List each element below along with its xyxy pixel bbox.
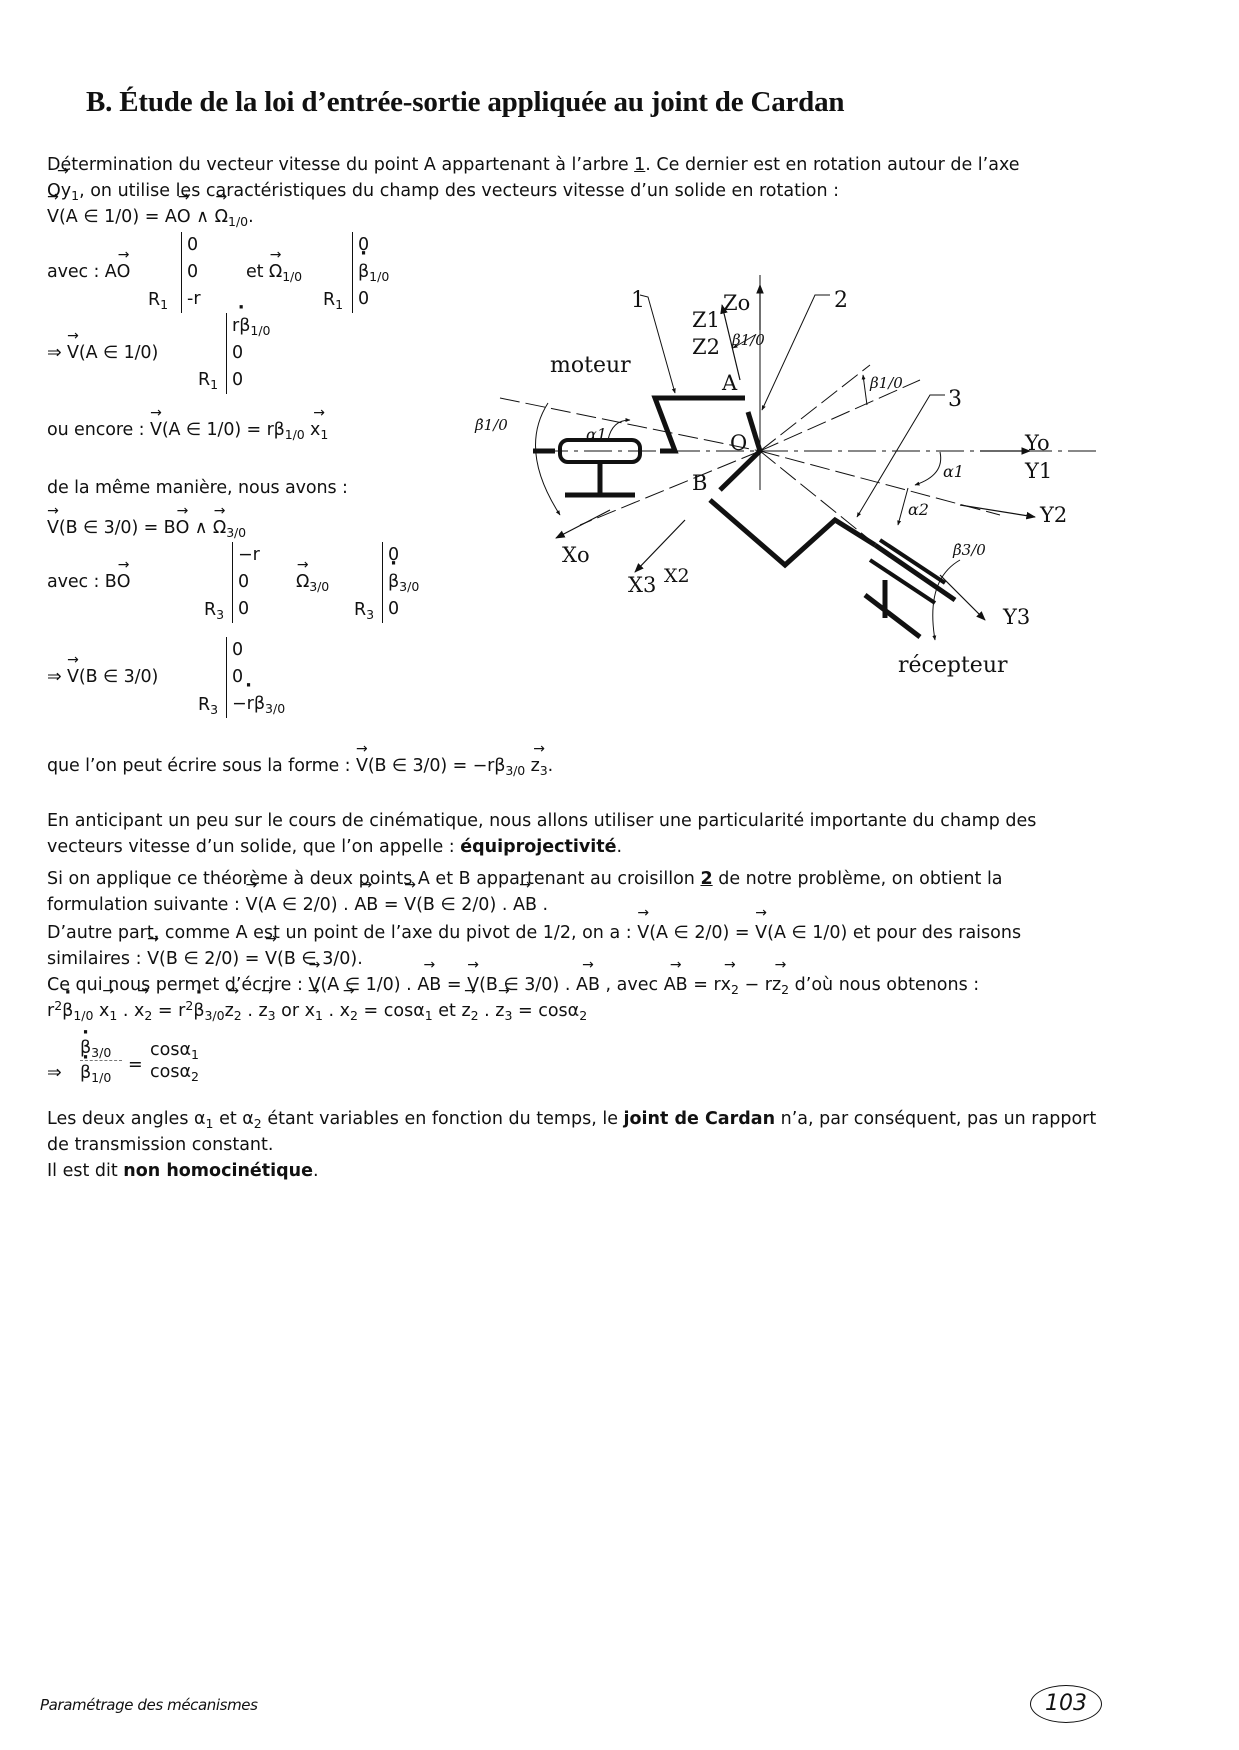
label-beta10-right: β1/0	[870, 374, 903, 392]
eq-end: .	[248, 207, 254, 227]
equiprojectivity-paragraph: En anticipant un peu sur le cours de cinématique, nous allons utiliser une particularité importante du champ des vecteurs vitesse d’un solide, que l’on appelle : équiprojectivité.	[47, 811, 1037, 857]
label-zo: Zo	[723, 291, 751, 315]
homokinetic-term: non homocinétique	[123, 1161, 313, 1181]
label-moteur: moteur	[550, 353, 631, 378]
label-xo: Xo	[562, 543, 590, 567]
label-yo: Yo	[1025, 431, 1050, 455]
label-z2: Z2	[692, 335, 720, 359]
label-alpha2: α2	[908, 500, 929, 519]
bo-z: 0	[238, 599, 250, 619]
vb30-x: 0	[232, 640, 244, 660]
leader-3	[857, 395, 945, 517]
bo-y: 0	[238, 572, 250, 592]
conclusion-paragraph: Les deux angles $\alpha_1$ et $\alpha_2$ étant variables en fonction du temps, le joint de Cardan n’a, par conséquent, pas un rapport de transmission constant. Il est dit non homocinétique.	[47, 1109, 1097, 1181]
label-point-b: B	[692, 471, 708, 495]
va10-z: 0	[232, 370, 244, 390]
beta10-right-arrow	[863, 375, 867, 405]
label-z1: Z1	[692, 308, 720, 332]
omega10-y: · $\beta_{1/0}$	[358, 259, 389, 286]
shaft-3	[710, 500, 875, 565]
alpha2-arrow	[898, 488, 908, 525]
arrow-y3	[940, 575, 985, 620]
label-alpha1-right: α1	[943, 462, 964, 481]
va10-frame-label: $R_1$	[198, 370, 219, 392]
omega10-frame-label: $R_1$	[323, 290, 344, 312]
ao-x: 0	[187, 235, 199, 255]
vb30-frame-label: $R_3$	[198, 695, 219, 717]
axis-diag	[760, 451, 870, 540]
label-part-1: 1	[631, 288, 645, 313]
avec-bo-label: avec : B→ O	[47, 572, 130, 592]
leader-1	[640, 295, 675, 393]
label-x3: X3	[628, 573, 657, 597]
leader-2	[762, 295, 830, 410]
label-point-a: A	[722, 371, 738, 395]
va10-y: 0	[232, 343, 244, 363]
ratio-equals: =	[128, 1055, 143, 1075]
alpha1-arc-right	[915, 452, 941, 485]
omega10-x: 0	[358, 235, 370, 255]
beta30-rotation-arrow	[933, 560, 960, 640]
axis-lines	[500, 275, 1100, 540]
ao-z: -r	[187, 289, 201, 309]
ou-encore-equation: ou encore : → V(A ∈ $1/0) = r\beta_{1/0} \to x_1$	[47, 420, 328, 440]
derivation-paragraph: Ce qui nous permet d’écrire : → V(A ∈ 1/0) . → AB = → V(B ∈ 3/0) . → AB , avec → AB = $r\to x_2 - r\to z_2$ d’où nous obtenons : $r^2\cdot \beta_{1/0} \to x_1$ . → $x_2 = r^2\cdot \beta_{3/0}\to z_2$ . → $z_3$ or → $x_1$ . → $x_2 = \cos\alpha_1$ et → $z_2$ . → $z_3 = \cos\alpha_2$	[47, 972, 1097, 1024]
section-title: B. Étude de la loi d’entrée-sortie appliquée au joint de Cardan	[86, 86, 845, 118]
label-y1: Y1	[1025, 459, 1053, 483]
arrow-xo	[556, 510, 610, 538]
ao-frame-label: $R_1$	[148, 290, 169, 312]
axis-arrows	[556, 285, 1035, 620]
vector-oy1: → $Oy_1$	[47, 178, 79, 204]
label-part-3: 3	[948, 387, 962, 412]
label-recepteur: récepteur	[898, 653, 1008, 678]
label-y3: Y3	[1003, 605, 1031, 629]
vector-v: → V	[47, 204, 59, 230]
label-point-o: O	[730, 431, 748, 455]
label-beta10-top: β1/0	[732, 331, 765, 349]
label-alpha1-left: α1	[586, 425, 607, 444]
implies-symbol: ⇒	[47, 1063, 62, 1083]
omega30-z: 0	[388, 599, 400, 619]
omega30-label: → $\Omega_{3/0}$	[296, 572, 329, 592]
intro-text-3: , on utilise les caractéristiques du champ des vecteurs vitesse d’un solide en rotation :	[79, 181, 840, 201]
book-title-footer: Paramétrage des mécanismes	[40, 1696, 258, 1714]
cross-arm	[720, 451, 760, 490]
beta-ratio-fraction: · $\beta_{3/0}$ · $\beta_{1/0}$	[80, 1038, 122, 1083]
vb30-equation: → V(B ∈ 3/0) = B→ O ∧ → $\Omega_{3/0}$	[47, 518, 246, 538]
forme-equation: que l’on peut écrire sous la forme : → V(B ∈ $3/0) = -r\beta_{3/0} \to z_3$.	[47, 756, 553, 776]
va10-x: · $r\beta_{1/0}$	[232, 313, 271, 340]
bo-x: −r	[238, 545, 260, 565]
label-x2: X2	[664, 565, 690, 587]
cardan-joint-diagram	[0, 0, 1239, 760]
beta10-rotation-arrow	[536, 403, 561, 515]
va10-label: ⇒ → V(A ∈ 1/0)	[47, 343, 158, 363]
arrow-y2	[960, 505, 1035, 517]
bo-frame-label: $R_3$	[204, 600, 225, 622]
vector-o: → O	[177, 204, 191, 230]
label-y2: Y2	[1040, 503, 1068, 527]
omega30-x: 0	[388, 545, 400, 565]
theorem-application-paragraph: Si on applique ce théorème à deux points A et B appartenant au croisillon 2 de notre problème, on obtient la formulation suivante : → V(A ∈ 2/0) . → AB = → V(B ∈ 2/0) . → AB .	[47, 866, 1097, 918]
avec-ao-label: avec : A→ O	[47, 262, 130, 282]
fork-1-arm	[748, 412, 760, 451]
omega10-z: 0	[358, 289, 370, 309]
intro-text-1: Détermination du vecteur vitesse du point A appartenant à l’arbre	[47, 155, 635, 175]
cos-ratio-fraction: cosα$_1$ cosα$_2$	[150, 1040, 199, 1084]
omega30-frame-label: $R_3$	[354, 600, 375, 622]
label-part-2: 2	[834, 288, 848, 313]
pivot-paragraph: D’autre part, comme A est un point de l’axe du pivot de 1/2, on a : → V(A ∈ 2/0) = → V(A ∈ 1/0) et pour des raisons similaires : → V(B ∈ 2/0) = → V(B ∈ 3/0).	[47, 920, 1097, 972]
omega-subscript: 1/0	[228, 214, 249, 229]
receptor-base	[865, 595, 920, 637]
omega10-label: et → $\Omega_{1/0}$	[246, 262, 302, 282]
vector-omega: → Ω	[215, 204, 228, 230]
label-beta30-dot: β̇3/0	[953, 541, 986, 559]
cardan-term: joint de Cardan	[623, 1109, 776, 1129]
equiprojectivity-term: équiprojectivité	[460, 837, 617, 857]
eq-text: (A ∈ 1/0) = A	[58, 207, 177, 227]
part-ref-1: 1	[634, 155, 646, 175]
axis-dashed-1	[500, 398, 760, 451]
page-number: 103	[1030, 1685, 1102, 1723]
wedge-operator: ∧	[190, 207, 215, 227]
vb30-y: 0	[232, 667, 244, 687]
omega30-y: · $\beta_{3/0}$	[388, 569, 419, 596]
vb30-label: ⇒ → V(B ∈ 3/0)	[47, 667, 158, 687]
intro-text-2: . Ce dernier est en rotation autour de l’axe	[645, 155, 1020, 175]
vb30-z: · $-r\beta_{3/0}$	[232, 691, 285, 718]
ao-y: 0	[187, 262, 199, 282]
label-beta10-dot: β̇1/0	[475, 416, 508, 434]
receptor-bearing-bottom	[880, 540, 945, 583]
block-b-intro: de la même manière, nous avons :	[47, 478, 348, 498]
alpha1-arc-left	[608, 420, 630, 440]
